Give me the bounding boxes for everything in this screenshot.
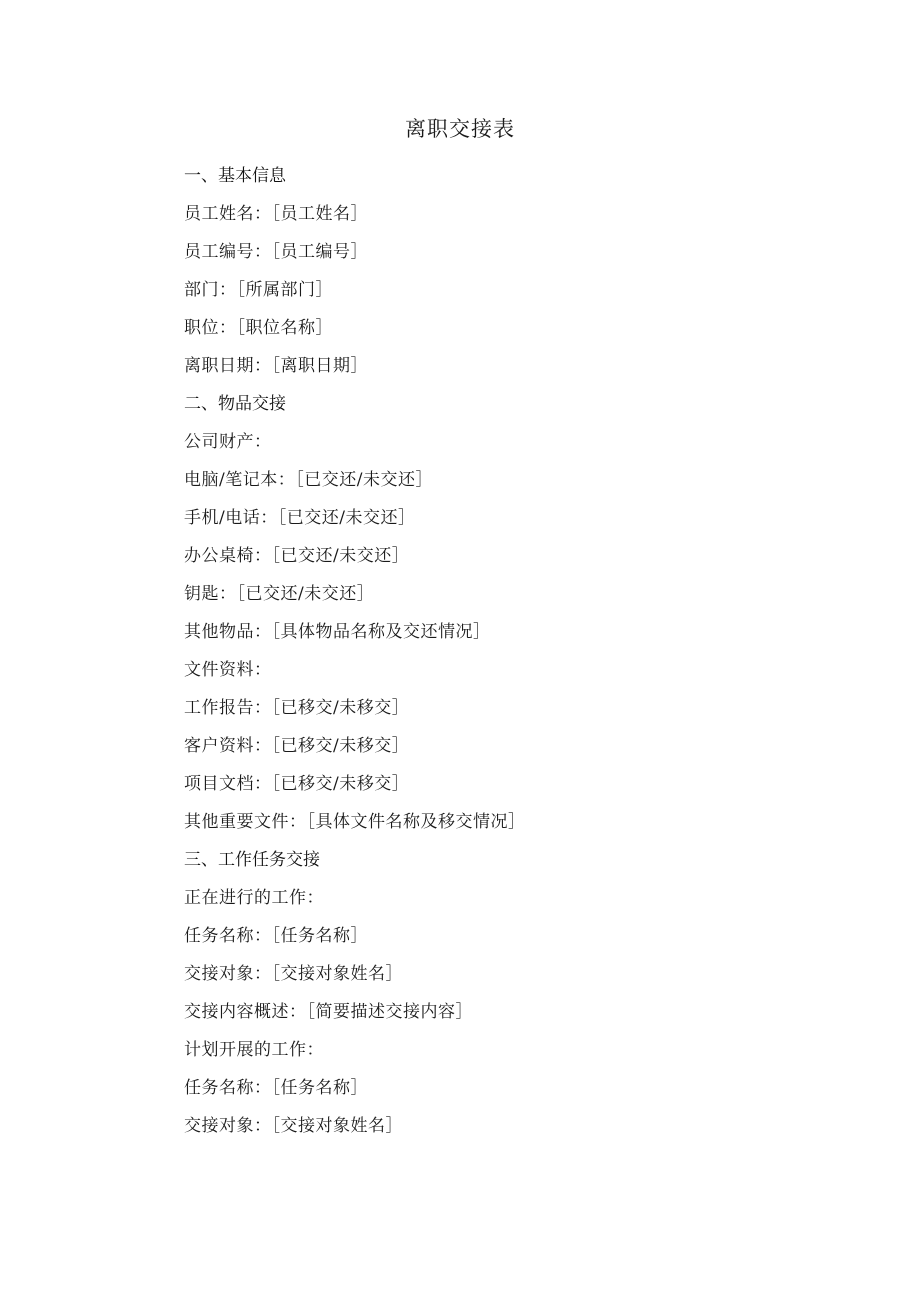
field-label: 员工姓名： bbox=[184, 204, 272, 224]
field-label: 项目文档： bbox=[184, 774, 272, 794]
field-value: ［已移交/未移交］ bbox=[271, 774, 410, 794]
section-heading-basic-info: 一、基本信息 bbox=[184, 166, 286, 186]
field-project-docs bbox=[184, 770, 784, 798]
field-label: 钥匙： bbox=[184, 584, 237, 604]
field-label: 计划开展的工作： bbox=[184, 1040, 324, 1060]
field-value: ［员工编号］ bbox=[271, 242, 368, 262]
subheading-ongoing-work bbox=[184, 884, 784, 912]
field-value: ［已交还/未交还］ bbox=[271, 546, 410, 566]
field-label: 正在进行的工作： bbox=[184, 888, 324, 908]
field-position bbox=[184, 314, 784, 342]
field-label: 任务名称： bbox=[184, 1078, 272, 1098]
field-label: 其他重要文件： bbox=[184, 812, 307, 832]
field-value: ［离职日期］ bbox=[271, 356, 368, 376]
field-department bbox=[184, 276, 784, 304]
field-keys bbox=[184, 580, 784, 608]
field-task-name bbox=[184, 1074, 784, 1102]
field-value: ［任务名称］ bbox=[271, 926, 368, 946]
field-value: ［简要描述交接内容］ bbox=[306, 1002, 473, 1022]
field-task-name bbox=[184, 922, 784, 950]
field-label: 公司财产： bbox=[184, 432, 272, 452]
field-value: ［所属部门］ bbox=[236, 280, 333, 300]
field-handover-recipient bbox=[184, 1112, 784, 1140]
field-value: ［具体文件名称及移交情况］ bbox=[306, 812, 526, 832]
field-computer bbox=[184, 466, 784, 494]
field-value: ［具体物品名称及交还情况］ bbox=[271, 622, 491, 642]
field-label: 办公桌椅： bbox=[184, 546, 272, 566]
field-other-documents bbox=[184, 808, 784, 836]
field-value: ［交接对象姓名］ bbox=[271, 1116, 403, 1136]
field-label: 工作报告： bbox=[184, 698, 272, 718]
field-label: 员工编号： bbox=[184, 242, 272, 262]
section-heading-item-handover: 二、物品交接 bbox=[184, 394, 286, 414]
subheading-planned-work bbox=[184, 1036, 784, 1064]
field-label: 电脑/笔记本： bbox=[184, 470, 296, 490]
field-label: 部门： bbox=[184, 280, 237, 300]
subheading-documents bbox=[184, 656, 784, 684]
subheading-company-property bbox=[184, 428, 784, 456]
field-handover-recipient bbox=[184, 960, 784, 988]
field-value: ［已移交/未移交］ bbox=[271, 736, 410, 756]
page-title: 离职交接表 bbox=[405, 117, 515, 141]
field-label: 其他物品： bbox=[184, 622, 272, 642]
field-label: 离职日期： bbox=[184, 356, 272, 376]
field-label: 交接对象： bbox=[184, 1116, 272, 1136]
field-value: ［已交还/未交还］ bbox=[295, 470, 433, 490]
field-label: 交接内容概述： bbox=[184, 1002, 307, 1022]
field-employee-id bbox=[184, 238, 784, 266]
field-label: 职位： bbox=[184, 318, 237, 338]
field-desk-chair bbox=[184, 542, 784, 570]
field-handover-summary bbox=[184, 998, 784, 1026]
field-label: 客户资料： bbox=[184, 736, 272, 756]
field-label: 手机/电话： bbox=[184, 508, 278, 528]
field-value: ［任务名称］ bbox=[271, 1078, 368, 1098]
section-heading-task-handover: 三、工作任务交接 bbox=[184, 850, 320, 870]
field-label: 交接对象： bbox=[184, 964, 272, 984]
field-value: ［交接对象姓名］ bbox=[271, 964, 403, 984]
field-value: ［已交还/未交还］ bbox=[236, 584, 375, 604]
document-body bbox=[184, 162, 784, 1150]
field-label: 文件资料： bbox=[184, 660, 272, 680]
field-work-reports bbox=[184, 694, 784, 722]
field-value: ［员工姓名］ bbox=[271, 204, 368, 224]
field-value: ［职位名称］ bbox=[236, 318, 333, 338]
field-value: ［已移交/未移交］ bbox=[271, 698, 410, 718]
field-phone bbox=[184, 504, 784, 532]
field-value: ［已交还/未交还］ bbox=[277, 508, 416, 528]
field-leave-date bbox=[184, 352, 784, 380]
field-employee-name bbox=[184, 200, 784, 228]
field-client-files bbox=[184, 732, 784, 760]
field-label: 任务名称： bbox=[184, 926, 272, 946]
field-other-items bbox=[184, 618, 784, 646]
